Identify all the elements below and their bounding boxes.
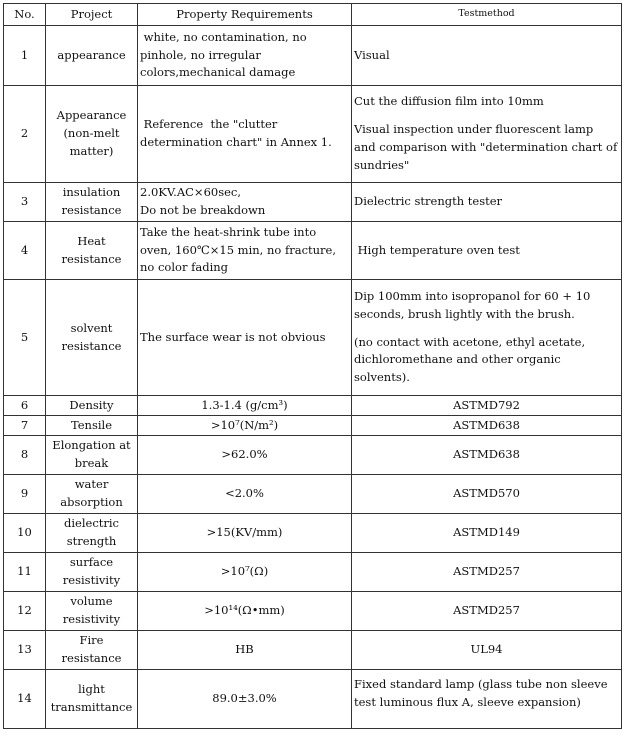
cell-project bbox=[46, 26, 138, 86]
cell-requirement bbox=[138, 631, 352, 670]
cell-no: 14 bbox=[4, 670, 46, 729]
cell-test-method bbox=[352, 416, 622, 436]
table-row bbox=[4, 396, 622, 416]
cell-line: >10⁷(N/m²) bbox=[210, 417, 279, 432]
cell-line: (non-melt bbox=[63, 126, 120, 141]
cell-test-method bbox=[352, 553, 622, 592]
cell-line: colors,mechanical damage bbox=[140, 65, 296, 80]
cell-line: >10⁷(Ω) bbox=[220, 564, 269, 579]
cell-line bbox=[354, 111, 619, 121]
cell-line: sundries" bbox=[354, 157, 410, 172]
cell-line: pinhole, no irregular bbox=[140, 47, 261, 62]
cell-line: ASTMD149 bbox=[453, 525, 520, 540]
cell-line: Tensile bbox=[70, 417, 113, 432]
cell-line: High temperature oven test bbox=[354, 242, 520, 257]
cell-requirement bbox=[138, 592, 352, 631]
cell-line: water bbox=[74, 477, 109, 492]
table-row bbox=[4, 514, 622, 553]
cell-line: resistance bbox=[61, 651, 122, 665]
table-row bbox=[4, 592, 622, 631]
cell-test-method bbox=[352, 670, 622, 729]
cell-requirement bbox=[138, 222, 352, 280]
cell-line: solvent bbox=[70, 320, 113, 335]
cell-no: 12 bbox=[4, 592, 46, 631]
cell-line: resistivity bbox=[62, 573, 121, 587]
cell-line: solvents). bbox=[354, 370, 410, 385]
table-row bbox=[4, 416, 622, 436]
cell-no: 8 bbox=[4, 436, 46, 475]
cell-line: volume bbox=[70, 594, 113, 609]
table-row bbox=[4, 222, 622, 280]
cell-line: Take the heat-shrink tube into bbox=[140, 224, 317, 239]
table-row bbox=[4, 553, 622, 592]
cell-line: 2.0KV.AC×60sec, bbox=[140, 185, 242, 200]
cell-line: determination chart" in Annex 1. bbox=[140, 135, 332, 149]
header-no: No. bbox=[4, 4, 46, 26]
cell-line: no color fading bbox=[140, 260, 229, 275]
cell-line: >10¹⁴(Ω•mm) bbox=[204, 603, 285, 618]
cell-line: white, no contamination, no bbox=[140, 29, 307, 44]
cell-line: resistance bbox=[61, 251, 122, 266]
cell-no: 11 bbox=[4, 553, 46, 592]
property-table bbox=[3, 3, 622, 729]
cell-line: ASTMD638 bbox=[453, 447, 520, 462]
cell-project bbox=[46, 553, 138, 592]
cell-line: Dip 100mm into isopropanol for 60 + 10 bbox=[354, 288, 591, 303]
cell-requirement bbox=[138, 475, 352, 514]
cell-test-method bbox=[352, 631, 622, 670]
header-test-method: Testmethod bbox=[352, 4, 622, 26]
cell-line: and comparison with "determination chart of bbox=[354, 140, 618, 154]
cell-line: Do not be breakdown bbox=[140, 203, 266, 217]
cell-line: ASTMD257 bbox=[453, 564, 520, 579]
cell-no: 6 bbox=[4, 396, 46, 416]
cell-test-method bbox=[352, 26, 622, 86]
cell-project bbox=[46, 631, 138, 670]
table-row bbox=[4, 475, 622, 514]
cell-project bbox=[46, 183, 138, 222]
cell-line: ASTMD792 bbox=[453, 397, 520, 412]
cell-line: >15(KV/mm) bbox=[206, 525, 283, 540]
header-property-requirements: Property Requirements bbox=[138, 4, 352, 26]
cell-requirement bbox=[138, 670, 352, 729]
cell-no: 7 bbox=[4, 416, 46, 436]
table-row bbox=[4, 280, 622, 396]
cell-line: Visual inspection under fluorescent lamp bbox=[354, 122, 594, 137]
cell-project bbox=[46, 670, 138, 729]
header-project: Project bbox=[46, 4, 138, 26]
cell-line: Cut the diffusion film into 10mm bbox=[354, 94, 544, 109]
cell-line: Fire bbox=[79, 633, 104, 648]
cell-requirement bbox=[138, 183, 352, 222]
cell-test-method bbox=[352, 592, 622, 631]
cell-test-method bbox=[352, 436, 622, 475]
cell-test-method bbox=[352, 86, 622, 183]
cell-line: strength bbox=[66, 534, 117, 548]
cell-line: dielectric bbox=[63, 516, 119, 531]
cell-no: 13 bbox=[4, 631, 46, 670]
cell-line bbox=[354, 712, 619, 722]
cell-line: resistivity bbox=[62, 612, 121, 626]
cell-requirement bbox=[138, 280, 352, 396]
cell-line: surface bbox=[69, 555, 114, 570]
cell-requirement bbox=[138, 436, 352, 475]
cell-test-method bbox=[352, 222, 622, 280]
cell-line: oven, 160℃×15 min, no fracture, bbox=[140, 242, 337, 257]
table-body bbox=[4, 4, 622, 729]
cell-no: 1 bbox=[4, 26, 46, 86]
cell-project bbox=[46, 222, 138, 280]
cell-line: light bbox=[78, 682, 105, 697]
cell-no: 2 bbox=[4, 86, 46, 183]
cell-no: 9 bbox=[4, 475, 46, 514]
cell-line: dichloromethane and other organic bbox=[354, 352, 561, 367]
cell-line: appearance bbox=[57, 47, 126, 62]
table-row bbox=[4, 436, 622, 475]
cell-test-method bbox=[352, 396, 622, 416]
cell-line: HB bbox=[235, 642, 254, 657]
cell-line: test luminous flux A, sleeve expansion) bbox=[354, 695, 581, 709]
cell-line: Appearance bbox=[56, 108, 127, 123]
cell-line: seconds, brush lightly with the brush. bbox=[354, 306, 575, 321]
cell-line: Density bbox=[69, 397, 114, 412]
cell-project bbox=[46, 280, 138, 396]
cell-requirement bbox=[138, 396, 352, 416]
header-row bbox=[4, 4, 622, 26]
cell-line: transmittance bbox=[50, 700, 133, 714]
cell-test-method bbox=[352, 183, 622, 222]
cell-no: 3 bbox=[4, 183, 46, 222]
cell-project bbox=[46, 86, 138, 183]
cell-line: Heat bbox=[77, 233, 106, 248]
table-row bbox=[4, 670, 622, 729]
cell-test-method bbox=[352, 514, 622, 553]
table-row bbox=[4, 183, 622, 222]
cell-project bbox=[46, 416, 138, 436]
cell-no: 10 bbox=[4, 514, 46, 553]
cell-line: >62.0% bbox=[221, 447, 268, 462]
cell-line: Fixed standard lamp (glass tube non sleeve bbox=[354, 677, 608, 692]
table-row bbox=[4, 26, 622, 86]
cell-project bbox=[46, 475, 138, 514]
cell-line: (no contact with acetone, ethyl acetate, bbox=[354, 334, 586, 349]
cell-line: Elongation at bbox=[52, 438, 131, 453]
cell-requirement bbox=[138, 86, 352, 183]
cell-requirement bbox=[138, 553, 352, 592]
table-row bbox=[4, 86, 622, 183]
cell-line: <2.0% bbox=[225, 486, 264, 501]
cell-no: 4 bbox=[4, 222, 46, 280]
cell-project bbox=[46, 514, 138, 553]
cell-test-method bbox=[352, 280, 622, 396]
cell-test-method bbox=[352, 475, 622, 514]
cell-line: Dielectric strength tester bbox=[354, 194, 503, 209]
cell-requirement bbox=[138, 26, 352, 86]
cell-line: Reference the "clutter bbox=[140, 117, 278, 132]
cell-line: resistance bbox=[61, 338, 122, 353]
cell-line: 89.0±3.0% bbox=[212, 691, 277, 706]
cell-line: resistance bbox=[61, 203, 122, 217]
cell-line: matter) bbox=[69, 143, 114, 158]
cell-line: insulation bbox=[62, 185, 121, 200]
cell-line: ASTMD570 bbox=[453, 486, 520, 501]
cell-project bbox=[46, 396, 138, 416]
cell-project bbox=[46, 436, 138, 475]
cell-line: Visual bbox=[354, 47, 390, 62]
cell-line: UL94 bbox=[470, 642, 503, 657]
cell-requirement bbox=[138, 514, 352, 553]
cell-line: absorption bbox=[60, 495, 123, 509]
cell-line bbox=[354, 324, 619, 334]
cell-line: 1.3-1.4 (g/cm³) bbox=[201, 397, 288, 412]
table-row bbox=[4, 631, 622, 670]
cell-line: ASTMD638 bbox=[453, 417, 520, 432]
cell-line: break bbox=[74, 456, 109, 470]
cell-requirement bbox=[138, 416, 352, 436]
cell-project bbox=[46, 592, 138, 631]
cell-line: ASTMD257 bbox=[453, 603, 520, 618]
cell-no: 5 bbox=[4, 280, 46, 396]
cell-line: The surface wear is not obvious bbox=[140, 329, 326, 344]
